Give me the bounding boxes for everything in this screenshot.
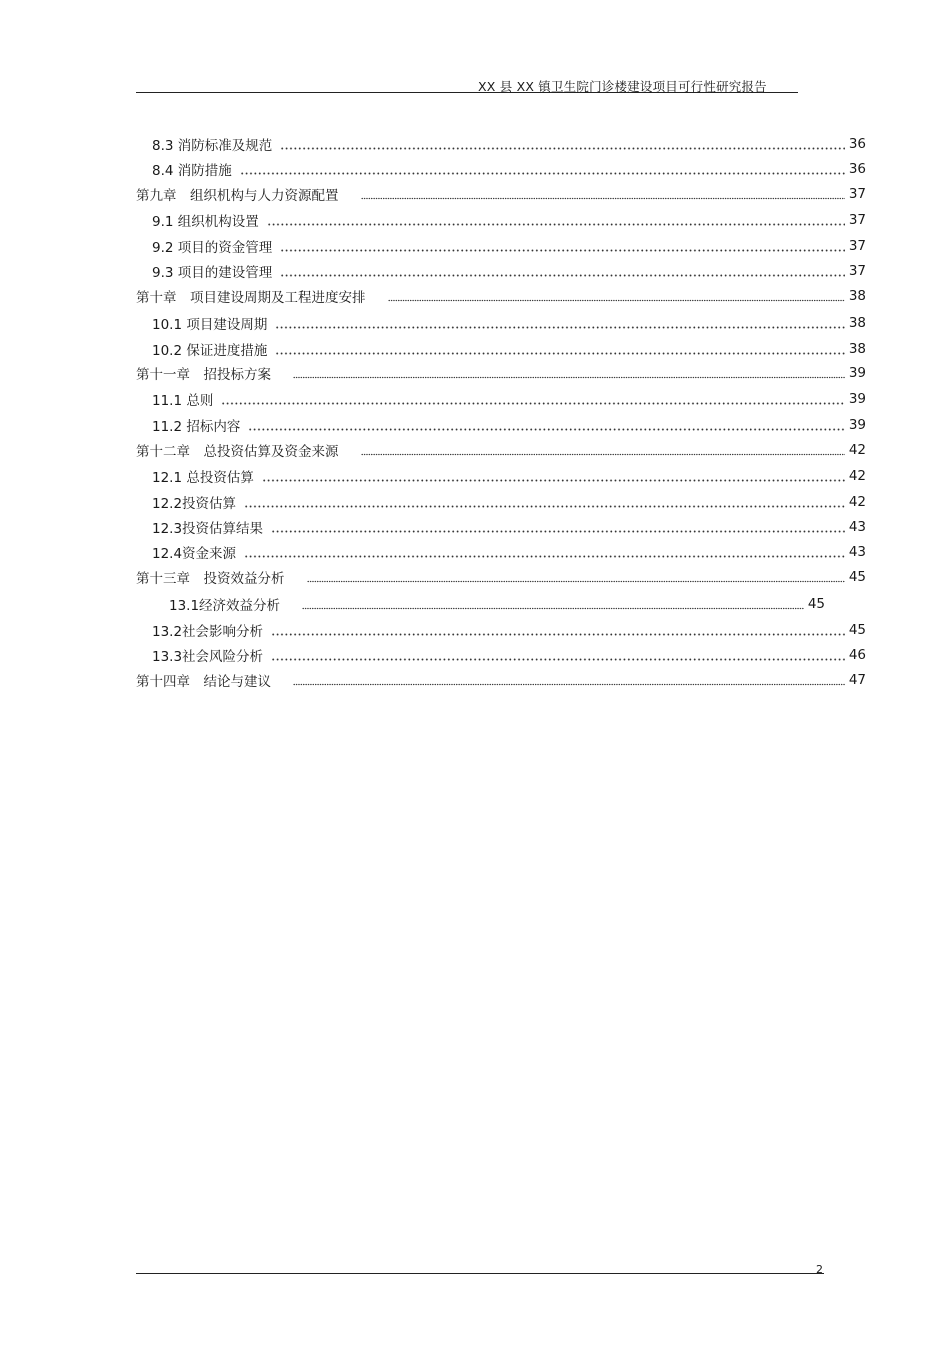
toc-entry[interactable] bbox=[152, 466, 866, 486]
toc-entry[interactable] bbox=[152, 415, 866, 435]
toc-entry[interactable] bbox=[136, 440, 866, 460]
toc-page-number: 36 bbox=[848, 136, 866, 152]
toc-dot-leader bbox=[248, 415, 844, 435]
toc-entry[interactable] bbox=[152, 517, 866, 537]
toc-dot-leader bbox=[244, 492, 845, 512]
toc-entry[interactable] bbox=[136, 286, 866, 306]
toc-page-number: 38 bbox=[848, 341, 866, 357]
toc-entry[interactable] bbox=[152, 542, 866, 562]
toc-page-number: 37 bbox=[848, 186, 866, 202]
toc-page-number: 45 bbox=[848, 622, 866, 638]
toc-page-number: 39 bbox=[848, 417, 866, 433]
toc-entry-label: 第十章 项目建设周期及工程进度安排 bbox=[136, 290, 366, 306]
toc-entry-label: 10.1 项目建设周期 bbox=[152, 317, 268, 333]
toc-dot-leader bbox=[271, 645, 845, 665]
toc-entry-label: 12.4资金来源 bbox=[152, 546, 237, 562]
toc-entry[interactable] bbox=[152, 492, 866, 512]
toc-entry-label: 第十二章 总投资估算及资金来源 bbox=[136, 444, 339, 460]
toc-dot-leader bbox=[271, 620, 845, 640]
toc-entry-label: 13.1经济效益分析 bbox=[169, 598, 281, 614]
toc-entry[interactable] bbox=[152, 236, 866, 256]
toc-dot-leader bbox=[280, 236, 845, 256]
toc-page-number: 47 bbox=[848, 672, 866, 688]
footer-rule bbox=[136, 1273, 824, 1274]
toc-page-number: 37 bbox=[848, 238, 866, 254]
toc-entry[interactable] bbox=[152, 645, 866, 665]
toc-dot-leader bbox=[262, 466, 845, 486]
toc-entry-label: 13.2社会影响分析 bbox=[152, 624, 264, 640]
toc-page-number: 39 bbox=[848, 365, 866, 381]
toc-entry[interactable] bbox=[169, 594, 825, 614]
page-number: 2 bbox=[816, 1263, 823, 1276]
toc-entry[interactable] bbox=[152, 339, 866, 359]
toc-entry-label: 11.1 总则 bbox=[152, 393, 214, 409]
toc-dot-leader bbox=[361, 184, 845, 204]
toc-dot-leader bbox=[267, 210, 845, 230]
toc-entry[interactable] bbox=[152, 620, 866, 640]
toc-dot-leader bbox=[293, 670, 845, 690]
toc-page-number: 37 bbox=[848, 263, 866, 279]
toc-page-number: 45 bbox=[807, 596, 825, 612]
toc-entry-label: 第九章 组织机构与人力资源配置 bbox=[136, 188, 339, 204]
toc-dot-leader bbox=[293, 363, 845, 383]
toc-page-number: 42 bbox=[848, 468, 866, 484]
toc-page-number: 43 bbox=[848, 519, 866, 535]
toc-dot-leader bbox=[271, 517, 845, 537]
toc-dot-leader bbox=[280, 134, 845, 154]
toc-entry-label: 9.1 组织机构设置 bbox=[152, 214, 259, 230]
toc-page-number: 39 bbox=[848, 391, 866, 407]
toc-entry-label: 12.2投资估算 bbox=[152, 496, 237, 512]
toc-dot-leader bbox=[275, 313, 844, 333]
toc-entry-label: 8.4 消防措施 bbox=[152, 163, 232, 179]
running-header-title: XX 县 XX 镇卫生院门诊楼建设项目可行性研究报告 bbox=[478, 79, 767, 94]
toc-entry[interactable] bbox=[152, 210, 866, 230]
toc-entry-label: 12.3投资估算结果 bbox=[152, 521, 264, 537]
toc-entry[interactable] bbox=[136, 184, 866, 204]
toc-page-number: 43 bbox=[848, 544, 866, 560]
toc-dot-leader bbox=[240, 159, 845, 179]
toc-entry-label: 第十三章 投资效益分析 bbox=[136, 571, 285, 587]
toc-page-number: 46 bbox=[848, 647, 866, 663]
toc-entry-label: 13.3社会风险分析 bbox=[152, 649, 264, 665]
toc-entry-label: 12.1 总投资估算 bbox=[152, 470, 254, 486]
toc-page-number: 37 bbox=[848, 212, 866, 228]
toc-entry[interactable] bbox=[152, 261, 866, 281]
toc-entry-label: 11.2 招标内容 bbox=[152, 419, 241, 435]
toc-page-number: 42 bbox=[848, 442, 866, 458]
toc-dot-leader bbox=[275, 339, 844, 359]
toc-entry-label: 10.2 保证进度措施 bbox=[152, 343, 268, 359]
toc-page-number: 36 bbox=[848, 161, 866, 177]
toc-entry-label: 8.3 消防标准及规范 bbox=[152, 138, 273, 154]
toc-dot-leader bbox=[388, 286, 845, 306]
toc-dot-leader bbox=[221, 389, 844, 409]
toc-entry[interactable] bbox=[136, 363, 866, 383]
toc-dot-leader bbox=[361, 440, 845, 460]
toc-page-number: 38 bbox=[848, 315, 866, 331]
toc-page-number: 42 bbox=[848, 494, 866, 510]
toc-entry-label: 9.3 项目的建设管理 bbox=[152, 265, 273, 281]
toc-entry-label: 9.2 项目的资金管理 bbox=[152, 240, 273, 256]
toc-page-number: 45 bbox=[848, 569, 866, 585]
toc-entry[interactable] bbox=[136, 567, 866, 587]
toc-entry-label: 第十四章 结论与建议 bbox=[136, 674, 271, 690]
toc-dot-leader bbox=[244, 542, 845, 562]
toc-entry[interactable] bbox=[152, 313, 866, 333]
toc-dot-leader bbox=[307, 567, 845, 587]
toc-entry-label: 第十一章 招投标方案 bbox=[136, 367, 271, 383]
toc-entry[interactable] bbox=[152, 134, 866, 154]
toc-dot-leader bbox=[280, 261, 845, 281]
toc-dot-leader bbox=[302, 594, 804, 614]
toc-entry[interactable] bbox=[152, 159, 866, 179]
toc-entry[interactable] bbox=[152, 389, 866, 409]
toc-page-number: 38 bbox=[848, 288, 866, 304]
toc-entry[interactable] bbox=[136, 670, 866, 690]
